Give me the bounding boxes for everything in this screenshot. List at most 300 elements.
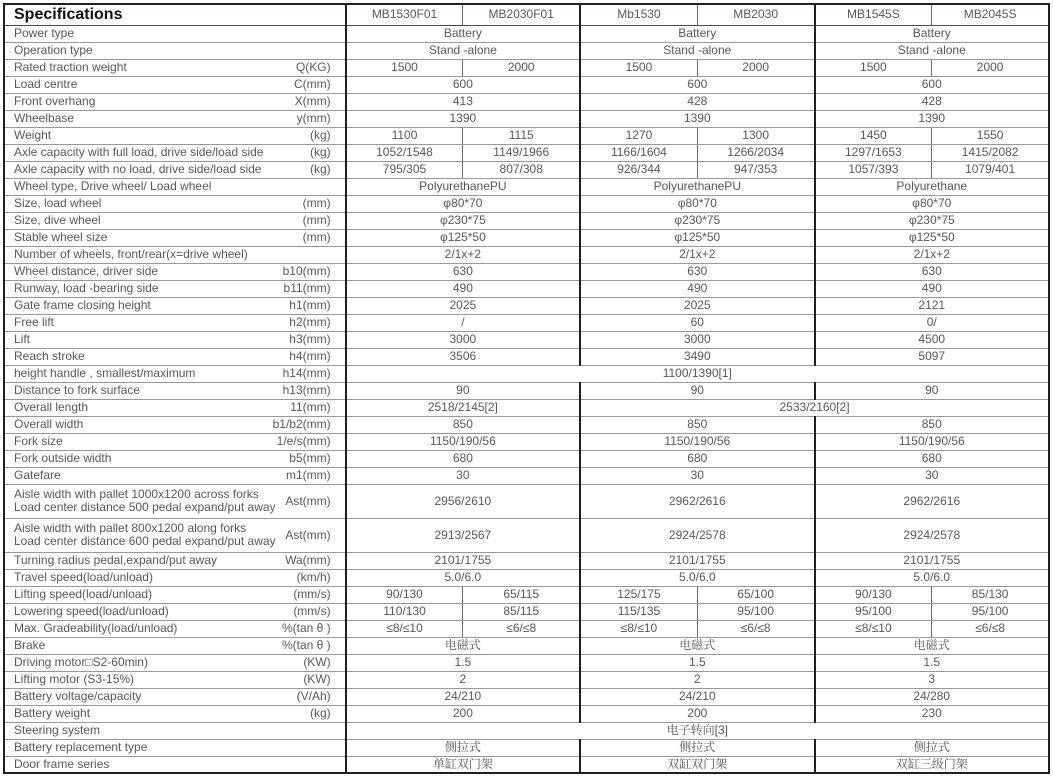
spec-value-cell: 95/100 <box>815 603 932 620</box>
table-row <box>4 399 1049 416</box>
row-label: Lift <box>14 332 31 346</box>
row-unit: (kg) <box>309 128 331 142</box>
row-unit: m1(mm) <box>285 468 331 482</box>
spec-value-cell: 1100 <box>346 127 463 144</box>
spec-value-cell: 24/210 <box>346 688 580 705</box>
spec-value-cell: 1166/1604 <box>580 144 697 161</box>
row-unit: h3(mm) <box>289 332 331 346</box>
spec-value-cell: φ80*70 <box>346 195 580 212</box>
row-label: Gate frame closing height <box>14 298 151 312</box>
table-row <box>4 110 1049 127</box>
spec-value-cell: 1057/393 <box>815 161 932 178</box>
row-label-cell <box>4 195 346 212</box>
row-label-cell <box>4 212 346 229</box>
spec-value-cell: 1300 <box>697 127 814 144</box>
row-unit: (mm) <box>302 230 331 244</box>
table-row <box>4 603 1049 620</box>
spec-value-cell: 2913/2567 <box>346 518 580 552</box>
header-row <box>4 4 1049 25</box>
spec-value-cell: 680 <box>815 450 1049 467</box>
spec-value-cell: 30 <box>346 467 580 484</box>
table-row <box>4 552 1049 569</box>
spec-value-cell: PolyurethanePU <box>580 178 814 195</box>
row-label: Overall length <box>14 400 89 414</box>
row-label-cell <box>4 263 346 280</box>
row-unit: y(mm) <box>296 111 331 125</box>
spec-value-cell: Battery <box>580 25 814 42</box>
spec-value-cell: 680 <box>346 450 580 467</box>
spec-value-cell: 1450 <box>815 127 932 144</box>
row-unit: 1/e/s(mm) <box>276 434 331 448</box>
spec-value-cell: 90 <box>346 382 580 399</box>
row-label: Operation type <box>14 43 93 57</box>
row-unit: (mm) <box>302 213 331 227</box>
row-label: Lifting speed(load/unload) <box>14 587 153 601</box>
spec-value-cell: 双缸三级门架 <box>815 756 1049 773</box>
row-label: Overall width <box>14 417 84 431</box>
table-row <box>4 382 1049 399</box>
spec-value-cell: 1.5 <box>580 654 814 671</box>
spec-value-cell: 807/308 <box>463 161 580 178</box>
row-label-cell <box>4 756 346 773</box>
table-row <box>4 450 1049 467</box>
spec-value-cell: 5.0/6.0 <box>346 569 580 586</box>
row-unit: Ast(mm) <box>285 493 331 508</box>
table-row <box>4 195 1049 212</box>
row-label: Door frame series <box>14 756 110 771</box>
row-label: Front overhang <box>14 94 96 108</box>
row-label: Fork size <box>14 434 63 448</box>
row-label: Power type <box>14 26 75 40</box>
spec-value-cell: Stand -alone <box>346 42 580 59</box>
row-label-cell <box>4 161 346 178</box>
row-label-cell <box>4 484 346 518</box>
row-label: Size, load wheel <box>14 196 102 210</box>
row-label: Wheelbase <box>14 111 75 125</box>
spec-value-cell: 1115 <box>463 127 580 144</box>
row-label: Distance to fork surface <box>14 383 141 397</box>
spec-value-cell: 200 <box>346 705 580 722</box>
row-label-cell <box>4 518 346 552</box>
row-label-cell <box>4 59 346 76</box>
row-unit: (mm/s) <box>293 587 331 601</box>
spec-value-cell: 600 <box>346 76 580 93</box>
row-label: Aisle width with pallet 1000x1200 across forks Load center distance 500 pedal expand/put away <box>14 487 276 514</box>
row-label-cell <box>4 25 346 42</box>
row-unit: (mm/s) <box>293 604 331 618</box>
table-row <box>4 161 1049 178</box>
table-row <box>4 586 1049 603</box>
row-label: Battery voltage/capacity <box>14 689 142 703</box>
row-label-cell <box>4 331 346 348</box>
row-unit: b11(mm) <box>283 281 331 295</box>
spec-value-cell: 5097 <box>815 348 1049 365</box>
row-label: Battery weight <box>14 706 91 720</box>
table-row <box>4 76 1049 93</box>
row-label-cell <box>4 552 346 569</box>
row-label-cell <box>4 416 346 433</box>
spec-value-cell: φ230*75 <box>815 212 1049 229</box>
spec-value-cell: 200 <box>580 705 814 722</box>
row-label-cell <box>4 110 346 127</box>
row-label: Fork outside width <box>14 451 112 465</box>
spec-value-cell: 947/353 <box>697 161 814 178</box>
row-label: Axle capacity with full load, drive side/load side <box>14 145 264 159</box>
row-label: Runway, load -bearing side <box>14 281 159 295</box>
spec-value-cell: 3506 <box>346 348 580 365</box>
table-row <box>4 212 1049 229</box>
spec-value-cell: φ125*50 <box>580 229 814 246</box>
spec-value-cell: ≤6/≤8 <box>932 620 1049 637</box>
spec-value-cell: 95/100 <box>932 603 1049 620</box>
row-label-cell <box>4 569 346 586</box>
spec-value-cell: φ230*75 <box>580 212 814 229</box>
row-unit: (km/h) <box>296 570 331 584</box>
spec-value-cell: 2 <box>580 671 814 688</box>
row-label: Brake <box>14 638 46 652</box>
row-label-cell <box>4 450 346 467</box>
spec-value-cell: 1500 <box>580 59 697 76</box>
table-row <box>4 688 1049 705</box>
row-label-cell <box>4 42 346 59</box>
table-row <box>4 297 1049 314</box>
spec-value-cell: 600 <box>815 76 1049 93</box>
table-row <box>4 671 1049 688</box>
table-row <box>4 518 1049 552</box>
row-label: Size, dive wheel <box>14 213 101 227</box>
table-row <box>4 314 1049 331</box>
column-header: MB1545S <box>815 4 932 25</box>
spec-value-cell: 125/175 <box>580 586 697 603</box>
row-label: Wheel type, Drive wheel/ Load wheel <box>14 179 212 193</box>
column-header: MB2030F01 <box>463 4 580 25</box>
row-label: Driving motor□S2-60min) <box>14 655 148 669</box>
column-header: MB1530F01 <box>346 4 463 25</box>
row-label: Lifting motor (S3-15%) <box>14 672 135 686</box>
row-label-cell <box>4 280 346 297</box>
spec-value-cell: 侧拉式 <box>346 739 580 756</box>
spec-value-cell: 2962/2616 <box>815 484 1049 518</box>
row-unit: Q(KG) <box>295 60 331 74</box>
spec-value-cell: 680 <box>580 450 814 467</box>
spec-table <box>3 3 1050 774</box>
row-label: Free lift <box>14 315 55 329</box>
spec-value-cell: 1100/1390[1] <box>346 365 1049 382</box>
row-label: Gatefare <box>14 468 61 482</box>
row-unit: (kg) <box>309 706 331 720</box>
table-row <box>4 620 1049 637</box>
column-header: MB2030 <box>697 4 814 25</box>
row-label-cell <box>4 178 346 195</box>
table-row <box>4 484 1049 518</box>
spec-value-cell: PolyurethanePU <box>346 178 580 195</box>
table-title: Specifications <box>4 4 346 25</box>
spec-value-cell: 5.0/6.0 <box>815 569 1049 586</box>
spec-value-cell: 0/ <box>815 314 1049 331</box>
spec-value-cell: 3000 <box>346 331 580 348</box>
spec-value-cell: 1150/190/56 <box>346 433 580 450</box>
table-row <box>4 178 1049 195</box>
row-label-cell <box>4 314 346 331</box>
spec-value-cell: 1.5 <box>815 654 1049 671</box>
spec-value-cell: 电子转向[3] <box>346 722 1049 739</box>
spec-value-cell: 3 <box>815 671 1049 688</box>
table-row <box>4 654 1049 671</box>
spec-value-cell: 2101/1755 <box>580 552 814 569</box>
row-unit: %(tan θ ) <box>281 621 331 635</box>
spec-value-cell: 30 <box>580 467 814 484</box>
row-label: Load centre <box>14 77 78 91</box>
spec-value-cell: φ80*70 <box>580 195 814 212</box>
spec-value-cell: 1.5 <box>346 654 580 671</box>
spec-value-cell: Battery <box>346 25 580 42</box>
row-unit: b10(mm) <box>282 264 331 278</box>
spec-value-cell: 4500 <box>815 331 1049 348</box>
spec-value-cell: 110/130 <box>346 603 463 620</box>
row-unit: 11(mm) <box>290 400 331 414</box>
row-label: height handle , smallest/maximum <box>14 366 196 380</box>
spec-value-cell: 60 <box>580 314 814 331</box>
spec-value-cell: 5.0/6.0 <box>580 569 814 586</box>
spec-value-cell: ≤8/≤10 <box>815 620 932 637</box>
row-label-cell <box>4 144 346 161</box>
spec-value-cell: 2956/2610 <box>346 484 580 518</box>
spec-value-cell: 1500 <box>815 59 932 76</box>
spec-value-cell: 侧拉式 <box>580 739 814 756</box>
column-header: Mb1530 <box>580 4 697 25</box>
spec-value-cell: 2000 <box>932 59 1049 76</box>
row-unit: %(tan θ ) <box>281 638 331 652</box>
spec-value-cell: 600 <box>580 76 814 93</box>
row-unit: C(mm) <box>293 77 331 91</box>
spec-value-cell: 65/100 <box>697 586 814 603</box>
row-label: Number of wheels, front/rear(x=drive wheel) <box>14 247 248 261</box>
spec-value-cell: 2924/2578 <box>580 518 814 552</box>
table-row <box>4 42 1049 59</box>
spec-value-cell: 1390 <box>815 110 1049 127</box>
row-label-cell <box>4 671 346 688</box>
spec-value-cell: Polyurethane <box>815 178 1049 195</box>
spec-value-cell: 850 <box>580 416 814 433</box>
spec-value-cell: 926/344 <box>580 161 697 178</box>
spec-value-cell: 2121 <box>815 297 1049 314</box>
spec-value-cell: 电磁式 <box>346 637 580 654</box>
row-label: Turning radius pedal,expand/put away <box>14 553 218 567</box>
row-unit: (kg) <box>309 162 331 176</box>
spec-value-cell: 1150/190/56 <box>815 433 1049 450</box>
row-label-cell <box>4 365 346 382</box>
spec-value-cell: / <box>346 314 580 331</box>
row-label-cell <box>4 93 346 110</box>
spec-value-cell: 2924/2578 <box>815 518 1049 552</box>
table-row <box>4 416 1049 433</box>
spec-value-cell: 2518/2145[2] <box>346 399 580 416</box>
row-label: Axle capacity with no load, drive side/load side <box>14 162 262 176</box>
row-unit: h2(mm) <box>289 315 331 329</box>
row-label: Rated traction weight <box>14 60 127 74</box>
table-row <box>4 433 1049 450</box>
spec-value-cell: 2000 <box>697 59 814 76</box>
spec-value-cell: ≤6/≤8 <box>697 620 814 637</box>
spec-value-cell: 65/115 <box>463 586 580 603</box>
row-unit: (kg) <box>309 145 331 159</box>
spec-value-cell: 490 <box>580 280 814 297</box>
row-label-cell <box>4 127 346 144</box>
row-label: Stable wheel size <box>14 230 108 244</box>
row-label: Weight <box>14 128 52 142</box>
spec-value-cell: 2025 <box>580 297 814 314</box>
spec-value-cell: 1266/2034 <box>697 144 814 161</box>
spec-value-cell: 1150/190/56 <box>580 433 814 450</box>
spec-value-cell: 24/210 <box>580 688 814 705</box>
spec-value-cell: 2533/2160[2] <box>580 399 1049 416</box>
table-row <box>4 127 1049 144</box>
row-unit: X(mm) <box>294 94 331 108</box>
column-header: MB2045S <box>932 4 1049 25</box>
spec-value-cell: φ80*70 <box>815 195 1049 212</box>
spec-value-cell: ≤8/≤10 <box>580 620 697 637</box>
spec-value-cell: 630 <box>815 263 1049 280</box>
table-row <box>4 365 1049 382</box>
row-label: Lowering speed(load/unload) <box>14 604 169 618</box>
row-unit: h13(mm) <box>282 383 331 397</box>
table-row <box>4 569 1049 586</box>
row-label-cell <box>4 246 346 263</box>
spec-value-cell: 2000 <box>463 59 580 76</box>
row-unit: h14(mm) <box>282 366 331 380</box>
row-label: Steering system <box>14 723 101 737</box>
spec-value-cell: 90 <box>580 382 814 399</box>
row-unit: (V/Ah) <box>296 689 331 703</box>
row-label: Wheel distance, driver side <box>14 264 159 278</box>
row-label: Max. Gradeability(load/unload) <box>14 621 178 635</box>
spec-value-cell: 630 <box>346 263 580 280</box>
row-unit: h1(mm) <box>289 298 331 312</box>
table-row <box>4 280 1049 297</box>
row-label-cell <box>4 654 346 671</box>
spec-value-cell: φ125*50 <box>815 229 1049 246</box>
row-label-cell <box>4 705 346 722</box>
spec-value-cell: Stand -alone <box>815 42 1049 59</box>
table-row <box>4 59 1049 76</box>
spec-value-cell: ≤6/≤8 <box>463 620 580 637</box>
spec-value-cell: 413 <box>346 93 580 110</box>
table-row <box>4 263 1049 280</box>
table-row <box>4 331 1049 348</box>
row-label: Battery replacement type <box>14 740 148 754</box>
spec-value-cell: 1500 <box>346 59 463 76</box>
spec-value-cell: φ125*50 <box>346 229 580 246</box>
spec-value-cell: 85/130 <box>932 586 1049 603</box>
spec-value-cell: 115/135 <box>580 603 697 620</box>
row-label-cell <box>4 229 346 246</box>
spec-value-cell: 850 <box>346 416 580 433</box>
row-unit: b1/b2(mm) <box>272 417 331 431</box>
table-row <box>4 144 1049 161</box>
spec-value-cell: 490 <box>346 280 580 297</box>
spec-value-cell: 2/1x+2 <box>346 246 580 263</box>
spec-value-cell: Stand -alone <box>580 42 814 59</box>
spec-value-cell: 1079/401 <box>932 161 1049 178</box>
spec-value-cell: 2962/2616 <box>580 484 814 518</box>
spec-value-cell: 1550 <box>932 127 1049 144</box>
row-label: Reach stroke <box>14 349 85 363</box>
spec-value-cell: 428 <box>580 93 814 110</box>
row-label-cell <box>4 297 346 314</box>
spec-value-cell: 电磁式 <box>580 637 814 654</box>
row-label: Travel speed(load/unload) <box>14 570 153 584</box>
row-label-cell <box>4 433 346 450</box>
row-label-cell <box>4 637 346 654</box>
spec-value-cell: 428 <box>815 93 1049 110</box>
spec-value-cell: 85/115 <box>463 603 580 620</box>
spec-value-cell: 2101/1755 <box>815 552 1049 569</box>
spec-value-cell: 1390 <box>580 110 814 127</box>
row-label-cell <box>4 688 346 705</box>
spec-value-cell: Battery <box>815 25 1049 42</box>
spec-value-cell: 795/305 <box>346 161 463 178</box>
row-unit: h4(mm) <box>289 349 331 363</box>
spec-value-cell: 2/1x+2 <box>815 246 1049 263</box>
table-row <box>4 722 1049 739</box>
row-label-cell <box>4 722 346 739</box>
spec-value-cell: 90 <box>815 382 1049 399</box>
spec-value-cell: 双缸双门架 <box>580 756 814 773</box>
table-row <box>4 637 1049 654</box>
table-row <box>4 467 1049 484</box>
spec-value-cell: 230 <box>815 705 1049 722</box>
row-unit: Ast(mm) <box>285 527 331 542</box>
spec-value-cell: 侧拉式 <box>815 739 1049 756</box>
spec-value-cell: 30 <box>815 467 1049 484</box>
spec-value-cell: 850 <box>815 416 1049 433</box>
spec-value-cell: 90/130 <box>346 586 463 603</box>
spec-value-cell: ≤8/≤10 <box>346 620 463 637</box>
spec-value-cell: 630 <box>580 263 814 280</box>
spec-value-cell: 1297/1653 <box>815 144 932 161</box>
table-row <box>4 756 1049 773</box>
row-label-cell <box>4 382 346 399</box>
table-row <box>4 229 1049 246</box>
spec-value-cell: φ230*75 <box>346 212 580 229</box>
row-unit: (mm) <box>302 196 331 210</box>
row-label-cell <box>4 739 346 756</box>
spec-value-cell: 单缸双门架 <box>346 756 580 773</box>
table-row <box>4 25 1049 42</box>
row-label-cell <box>4 586 346 603</box>
spec-value-cell: 2025 <box>346 297 580 314</box>
table-row <box>4 93 1049 110</box>
table-row <box>4 246 1049 263</box>
row-unit: b5(mm) <box>289 451 331 465</box>
table-row <box>4 348 1049 365</box>
spec-value-cell: 3490 <box>580 348 814 365</box>
spec-value-cell: 2/1x+2 <box>580 246 814 263</box>
spec-value-cell: 24/280 <box>815 688 1049 705</box>
spec-value-cell: 1149/1966 <box>463 144 580 161</box>
spec-value-cell: 电磁式 <box>815 637 1049 654</box>
row-unit: Wa(mm) <box>285 553 331 567</box>
spec-value-cell: 1390 <box>346 110 580 127</box>
spec-value-cell: 3000 <box>580 331 814 348</box>
spec-value-cell: 90/130 <box>815 586 932 603</box>
row-label: Aisle width with pallet 800x1200 along forks Load center distance 600 pedal expand/put away <box>14 521 276 548</box>
row-label-cell <box>4 603 346 620</box>
row-label-cell <box>4 620 346 637</box>
row-unit: (KW) <box>303 655 331 669</box>
spec-value-cell: 2 <box>346 671 580 688</box>
table-row <box>4 705 1049 722</box>
